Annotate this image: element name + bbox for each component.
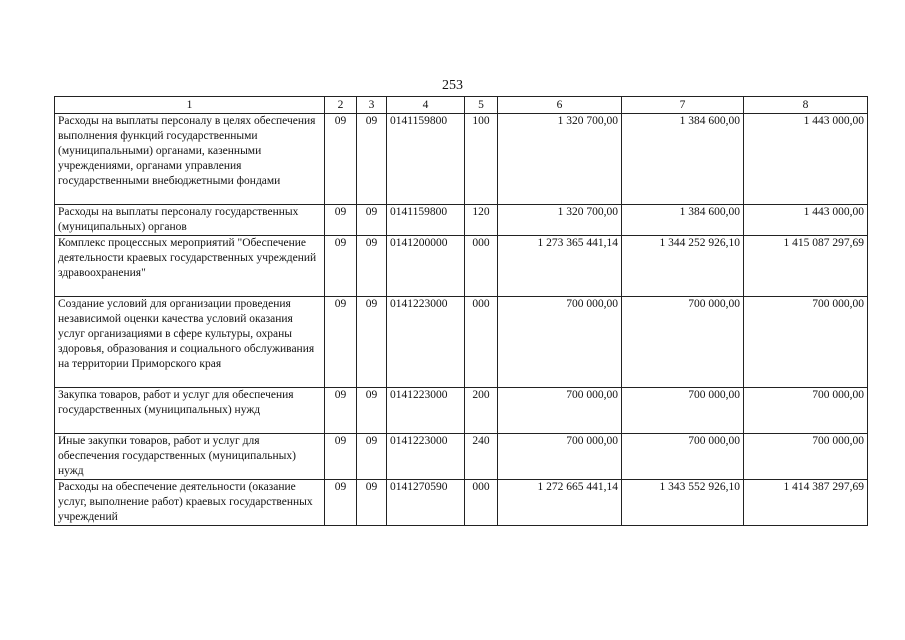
table-header-row [55, 97, 868, 114]
row-section: 09 [325, 480, 357, 526]
row-name: Расходы на обеспечение деятельности (оказание услуг, выполнение работ) краевых государственных учреждений [55, 480, 325, 526]
row-amount-year-2: 1 343 552 926,10 [622, 480, 744, 526]
row-amount-year-3: 1 443 000,00 [744, 205, 868, 236]
row-amount-year-1: 1 320 700,00 [498, 114, 622, 205]
row-name: Комплекс процессных мероприятий "Обеспечение деятельности краевых государственных учреждений здравоохранения" [55, 236, 325, 297]
row-amount-year-1: 700 000,00 [498, 388, 622, 434]
table-row [55, 114, 868, 205]
page-number: 253 [442, 78, 463, 93]
header-col-8: 8 [744, 97, 868, 114]
header-col-4: 4 [387, 97, 465, 114]
table-row [55, 205, 868, 236]
row-target-code: 0141223000 [387, 297, 465, 388]
row-expense-type: 120 [465, 205, 498, 236]
row-subsection: 09 [357, 480, 387, 526]
header-col-1: 1 [55, 97, 325, 114]
row-amount-year-3: 1 414 387 297,69 [744, 480, 868, 526]
row-expense-type: 240 [465, 434, 498, 480]
budget-table [54, 96, 868, 526]
header-col-7: 7 [622, 97, 744, 114]
row-expense-type: 200 [465, 388, 498, 434]
row-name: Расходы на выплаты персоналу в целях обеспечения выполнения функций государственными (муниципальными) органами, казенными учреждениями, органами управления государственными внебюджетными фондами [55, 114, 325, 205]
row-name: Создание условий для организации проведения независимой оценки качества условий оказания услуг организациями в сфере культуры, охраны здоровья, образования и социального обслуживания на территории Приморского края [55, 297, 325, 388]
row-amount-year-3: 1 443 000,00 [744, 114, 868, 205]
row-name: Закупка товаров, работ и услуг для обеспечения государственных (муниципальных) нужд [55, 388, 325, 434]
table-row [55, 297, 868, 388]
table-row [55, 480, 868, 526]
row-target-code: 0141200000 [387, 236, 465, 297]
header-col-3: 3 [357, 97, 387, 114]
row-amount-year-2: 700 000,00 [622, 434, 744, 480]
table-row [55, 388, 868, 434]
row-target-code: 0141270590 [387, 480, 465, 526]
row-expense-type: 000 [465, 297, 498, 388]
row-amount-year-2: 1 384 600,00 [622, 114, 744, 205]
row-amount-year-2: 1 344 252 926,10 [622, 236, 744, 297]
row-amount-year-3: 700 000,00 [744, 388, 868, 434]
row-target-code: 0141159800 [387, 205, 465, 236]
header-col-5: 5 [465, 97, 498, 114]
row-amount-year-2: 1 384 600,00 [622, 205, 744, 236]
row-target-code: 0141223000 [387, 434, 465, 480]
row-expense-type: 000 [465, 236, 498, 297]
row-section: 09 [325, 236, 357, 297]
row-subsection: 09 [357, 434, 387, 480]
row-amount-year-1: 1 320 700,00 [498, 205, 622, 236]
row-section: 09 [325, 205, 357, 236]
header-col-6: 6 [498, 97, 622, 114]
row-amount-year-1: 700 000,00 [498, 434, 622, 480]
row-subsection: 09 [357, 236, 387, 297]
row-section: 09 [325, 388, 357, 434]
row-target-code: 0141223000 [387, 388, 465, 434]
row-amount-year-3: 700 000,00 [744, 297, 868, 388]
row-subsection: 09 [357, 388, 387, 434]
row-expense-type: 100 [465, 114, 498, 205]
table-row [55, 236, 868, 297]
row-subsection: 09 [357, 297, 387, 388]
row-amount-year-2: 700 000,00 [622, 388, 744, 434]
row-name: Расходы на выплаты персоналу государственных (муниципальных) органов [55, 205, 325, 236]
row-subsection: 09 [357, 114, 387, 205]
row-name: Иные закупки товаров, работ и услуг для обеспечения государственных (муниципальных) нужд [55, 434, 325, 480]
row-amount-year-3: 1 415 087 297,69 [744, 236, 868, 297]
row-amount-year-1: 1 272 665 441,14 [498, 480, 622, 526]
row-amount-year-2: 700 000,00 [622, 297, 744, 388]
row-amount-year-1: 700 000,00 [498, 297, 622, 388]
row-amount-year-3: 700 000,00 [744, 434, 868, 480]
table-row [55, 434, 868, 480]
row-target-code: 0141159800 [387, 114, 465, 205]
row-subsection: 09 [357, 205, 387, 236]
row-section: 09 [325, 297, 357, 388]
row-amount-year-1: 1 273 365 441,14 [498, 236, 622, 297]
row-section: 09 [325, 434, 357, 480]
header-col-2: 2 [325, 97, 357, 114]
row-expense-type: 000 [465, 480, 498, 526]
row-section: 09 [325, 114, 357, 205]
